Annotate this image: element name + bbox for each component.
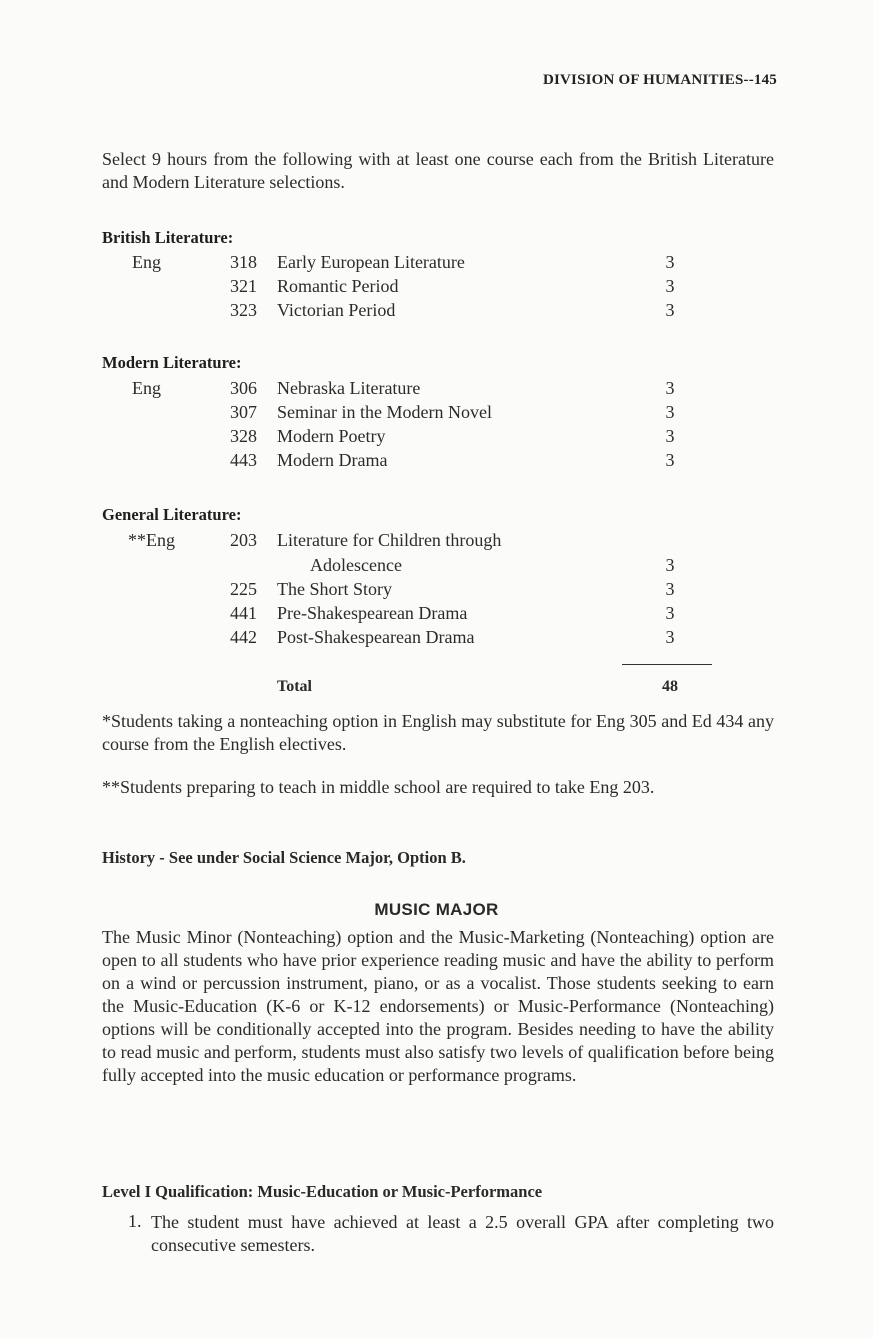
course-credits: 3 <box>665 300 675 320</box>
course-credits: 3 <box>665 555 675 575</box>
course-credits: 3 <box>665 378 675 398</box>
course-title: Romantic Period <box>277 276 399 296</box>
list-item-number: 1. <box>128 1211 142 1231</box>
course-credits: 3 <box>665 603 675 623</box>
course-number: 321 <box>230 276 257 296</box>
course-title: Post-Shakespearean Drama <box>277 627 475 647</box>
course-number: 318 <box>230 252 257 272</box>
level-1-heading: Level I Qualification: Music-Education or Music-Performance <box>102 1182 543 1201</box>
course-number: 323 <box>230 300 257 320</box>
section-heading-modern: Modern Literature: <box>102 353 242 372</box>
course-credits: 3 <box>665 276 675 296</box>
course-title: Pre-Shakespearean Drama <box>277 603 468 623</box>
course-prefix: Eng <box>132 252 161 272</box>
course-credits: 3 <box>665 402 675 422</box>
course-title: Modern Drama <box>277 450 388 470</box>
course-number: 306 <box>230 378 257 398</box>
course-title: Seminar in the Modern Novel <box>277 402 492 422</box>
course-credits: 3 <box>665 252 675 272</box>
footnote-2: **Students preparing to teach in middle school are required to take Eng 203. <box>102 777 655 797</box>
course-title: Early European Literature <box>277 252 465 272</box>
section-heading-general: General Literature: <box>102 505 242 524</box>
total-value: 48 <box>662 678 678 695</box>
history-reference: History - See under Social Science Major, Option B. <box>102 848 466 867</box>
course-title: Literature for Children through <box>277 530 502 550</box>
course-prefix: Eng <box>132 378 161 398</box>
running-head: DIVISION OF HUMANITIES--145 <box>542 72 777 88</box>
course-number: 203 <box>230 530 257 550</box>
course-number: 442 <box>230 627 257 647</box>
list-item-text: The student must have achieved at least a 2.5 overall GPA after completing two consecutive semesters. <box>151 1212 774 1255</box>
course-title: Nebraska Literature <box>277 378 421 398</box>
course-credits: 3 <box>665 450 675 470</box>
course-title: Victorian Period <box>277 300 396 320</box>
intro-paragraph: Select 9 hours from the following with at least one course each from the British Literature and Modern Literature selections. <box>102 149 774 192</box>
total-divider <box>622 664 712 665</box>
course-title-continued: Adolescence <box>310 555 402 575</box>
music-major-heading: MUSIC MAJOR <box>374 900 499 919</box>
course-number: 443 <box>230 450 257 470</box>
section-heading-british: British Literature: <box>102 228 234 247</box>
footnote-1: *Students taking a nonteaching option in English may substitute for Eng 305 and Ed 434 any course from the English electives. <box>102 711 774 754</box>
course-title: Modern Poetry <box>277 426 386 446</box>
total-label: Total <box>277 678 312 695</box>
course-number: 441 <box>230 603 257 623</box>
course-title: The Short Story <box>277 579 392 599</box>
course-prefix: **Eng <box>128 530 175 550</box>
course-number: 307 <box>230 402 257 422</box>
course-credits: 3 <box>665 426 675 446</box>
music-major-paragraph: The Music Minor (Nonteaching) option and the Music-Marketing (Nonteaching) option are open to all students who have prior experience reading music and have the ability to perform on a wind or percussion instrument, piano, or as a vocalist. Those students seeking to earn the Music-Education (K-6 or K-12 endorsements) or Music-Performance (Nonteaching) options will be conditionally accepted into the program. Besides needing to have the ability to read music and perform, students must also satisfy two levels of qualification before being fully accepted into the music education or performance programs. <box>102 927 774 1085</box>
course-credits: 3 <box>665 579 675 599</box>
course-credits: 3 <box>665 627 675 647</box>
course-number: 225 <box>230 579 257 599</box>
course-number: 328 <box>230 426 257 446</box>
